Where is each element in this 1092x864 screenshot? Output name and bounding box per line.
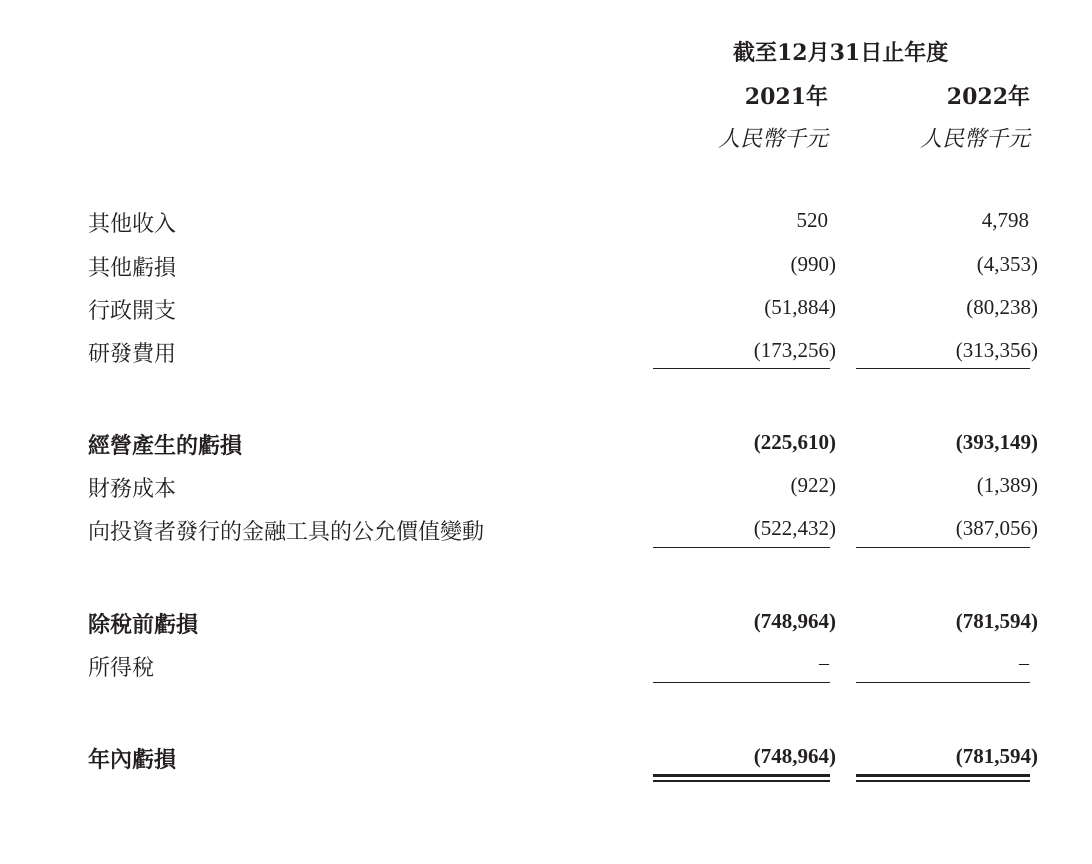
value-2022-loss-before-tax: (781,594) xyxy=(955,609,1038,633)
value-2022-admin-expenses: (80,238) xyxy=(966,295,1038,319)
value-2022-rnd-expenses: (313,356) xyxy=(955,338,1038,362)
value-2021-other-losses: (990) xyxy=(790,252,836,276)
value-2021-rnd-expenses: (173,256) xyxy=(753,338,836,362)
subtotal-rule-2021 xyxy=(653,682,830,683)
row-label-loss-before-tax: 除稅前虧損 xyxy=(88,612,199,638)
row-label-income-tax: 所得稅 xyxy=(88,656,155,681)
subtotal-rule-2021 xyxy=(653,368,830,369)
value-2022-income-tax: – xyxy=(1019,652,1029,674)
value-2021-loss-before-tax: (748,964) xyxy=(753,609,836,633)
year-2022-header: 2022年 xyxy=(946,84,1030,110)
value-2021-other-income: 520 xyxy=(796,208,828,232)
subtotal-rule-2022 xyxy=(856,547,1030,548)
row-label-rnd-expenses: 研發費用 xyxy=(88,342,177,367)
value-2022-finance-costs: (1,389) xyxy=(976,473,1038,497)
total-double-rule-2021 xyxy=(653,774,830,782)
total-double-rule-2022 xyxy=(856,774,1030,782)
value-2021-loss-for-year: (748,964) xyxy=(753,744,836,768)
subtotal-rule-2022 xyxy=(856,682,1030,683)
row-label-loss-for-year: 年內虧損 xyxy=(88,747,177,773)
period-header: 截至12月31日止年度 xyxy=(733,40,949,66)
row-label-operating-loss: 經營產生的虧損 xyxy=(88,433,243,459)
value-2022-other-losses: (4,353) xyxy=(976,252,1038,276)
value-2021-income-tax: – xyxy=(819,652,829,674)
subtotal-rule-2021 xyxy=(653,547,830,548)
value-2021-fair-value-changes: (522,432) xyxy=(753,516,836,540)
row-label-admin-expenses: 行政開支 xyxy=(88,299,177,324)
subtotal-rule-2022 xyxy=(856,368,1030,369)
value-2022-loss-for-year: (781,594) xyxy=(955,744,1038,768)
value-2022-fair-value-changes: (387,056) xyxy=(955,516,1038,540)
value-2021-operating-loss: (225,610) xyxy=(753,430,836,454)
value-2021-admin-expenses: (51,884) xyxy=(764,295,836,319)
unit-2022-header: 人民幣千元 xyxy=(919,127,1030,152)
row-label-other-income: 其他收入 xyxy=(88,212,177,237)
row-label-finance-costs: 財務成本 xyxy=(88,477,177,502)
value-2021-finance-costs: (922) xyxy=(790,473,836,497)
year-2021-header: 2021年 xyxy=(744,84,828,110)
value-2022-operating-loss: (393,149) xyxy=(955,430,1038,454)
unit-2021-header: 人民幣千元 xyxy=(717,127,828,152)
row-label-other-losses: 其他虧損 xyxy=(88,256,177,281)
value-2022-other-income: 4,798 xyxy=(981,208,1029,232)
row-label-fair-value-changes: 向投資者發行的金融工具的公允價值變動 xyxy=(88,520,485,545)
